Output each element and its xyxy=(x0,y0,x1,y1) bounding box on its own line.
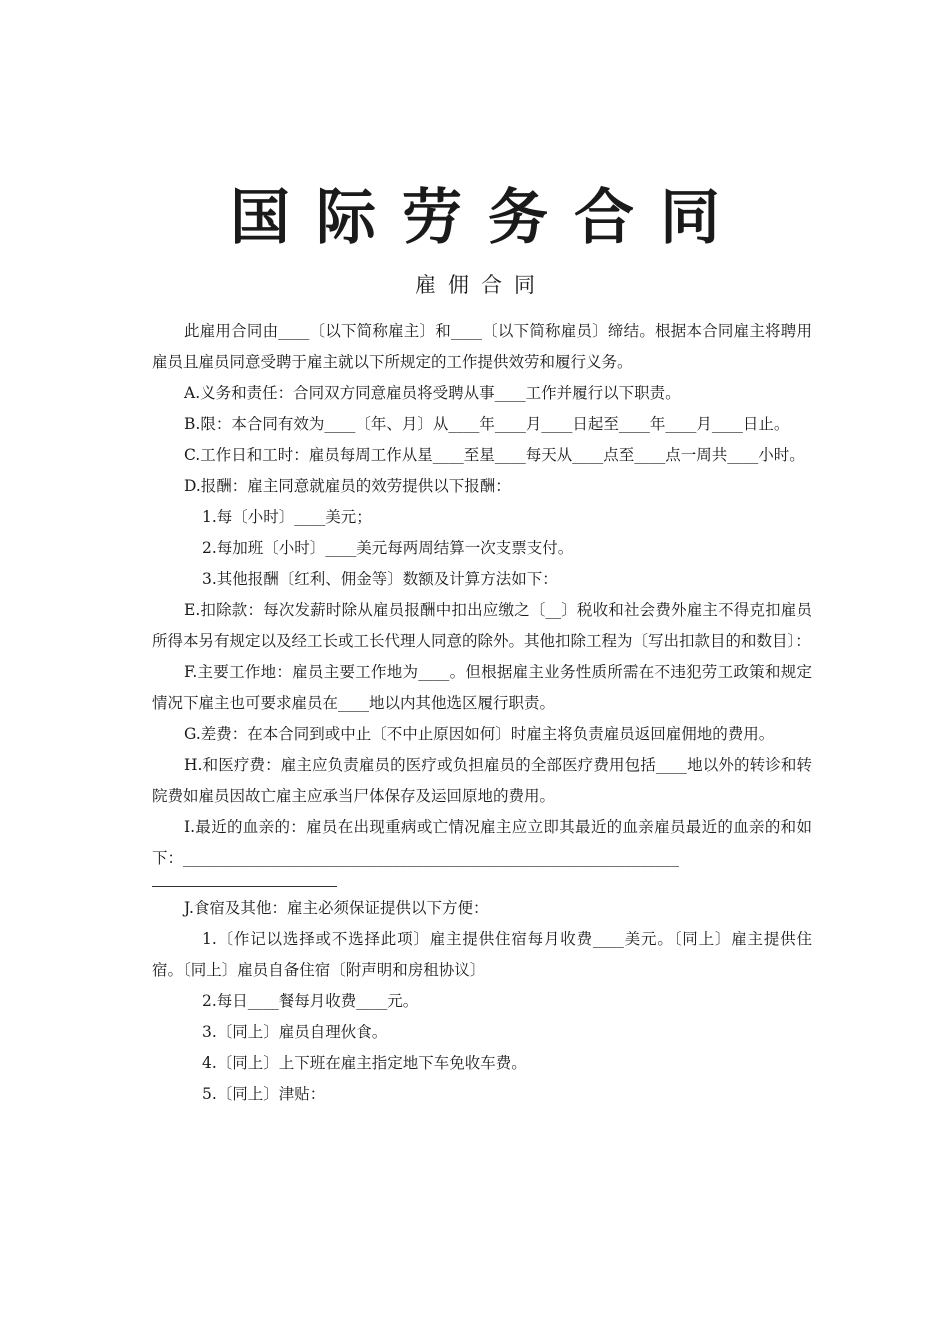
paragraph-h-medical: H.和医疗费：雇主应负责雇员的医疗或负担雇员的全部医疗费用包括____地以外的转诊和转院费如雇员因故亡雇主应承当尸体保存及运回原地的费用。 xyxy=(152,756,812,805)
paragraph-j-item-4: 4.〔同上〕上下班在雇主指定地下车免收车费。 xyxy=(202,1054,527,1072)
paragraph-b-term: B.限：本合同有效为____〔年、月〕从____年____月____日起至____年____月____日止。 xyxy=(184,415,790,433)
paragraph-j-item-2: 2.每日____餐每月收费____元。 xyxy=(202,992,419,1010)
document-subtitle: 雇佣合同 xyxy=(415,273,547,297)
paragraph-d-item-3: 3.其他报酬〔红利、佣金等〕数额及计算方法如下： xyxy=(202,570,558,588)
paragraph-j-item-3: 3.〔同上〕雇员自理伙食。 xyxy=(202,1023,388,1041)
paragraph-i-next-of-kin: I.最近的血亲的：雇员在出现重病或亡情况雇主应立即其最近的血亲雇员最近的血亲的和如下：________________________________________________________________ xyxy=(152,818,812,867)
paragraph-g-travel: G.差费：在本合同到或中止〔不中止原因如何〕时雇主将负责雇员返回雇佣地的费用。 xyxy=(184,725,775,743)
paragraph-e-deductions: E.扣除款：每次发薪时除从雇员报酬中扣出应缴之〔__〕税收和社会费外雇主不得克扣雇员所得本另有规定以及经工长或工长代理人同意的除外。其他扣除工程为〔写出扣款目的和数目〕： xyxy=(152,601,812,650)
paragraph-d-item-1: 1.每〔小时〕____美元； xyxy=(202,508,372,526)
paragraph-j-board: J.食宿及其他：雇主必须保证提供以下方便： xyxy=(184,899,489,917)
paragraph-f-workplace: F.主要工作地：雇员主要工作地为____。但根据雇主业务性质所需在不违犯劳工政策和规定情况下雇主也可要求雇员在____地以内其他选区履行职责。 xyxy=(152,663,812,712)
paragraph-j-item-1: 1.〔作记以选择或不选择此项〕雇主提供住宿每月收费____美元。〔同上〕雇主提供住宿。〔同上〕雇员自备住宿〔附声明和房租协议〕 xyxy=(152,930,812,979)
paragraph-j-item-5: 5.〔同上〕津贴： xyxy=(202,1085,326,1103)
paragraph-intro: 此雇用合同由____〔以下简称雇主〕和____〔以下简称雇员〕缔结。根据本合同雇主将聘用雇员且雇员同意受聘于雇主就以下所规定的工作提供效劳和履行义务。 xyxy=(152,322,812,371)
paragraph-a-duties: A.义务和责任：合同双方同意雇员将受聘从事____工作并履行以下职责。 xyxy=(184,384,681,402)
paragraph-d-pay: D.报酬：雇主同意就雇员的效劳提供以下报酬： xyxy=(184,477,511,495)
document-title: 国际劳务合同 xyxy=(230,183,746,253)
contract-body xyxy=(152,316,812,1110)
paragraph-c-hours: C.工作日和工时：雇员每周工作从星____至星____每天从____点至____点一周共____小时。 xyxy=(184,446,805,464)
blank-underline xyxy=(152,874,337,887)
paragraph-d-item-2: 2.每加班〔小时〕____美元每两周结算一次支票支付。 xyxy=(202,539,574,557)
